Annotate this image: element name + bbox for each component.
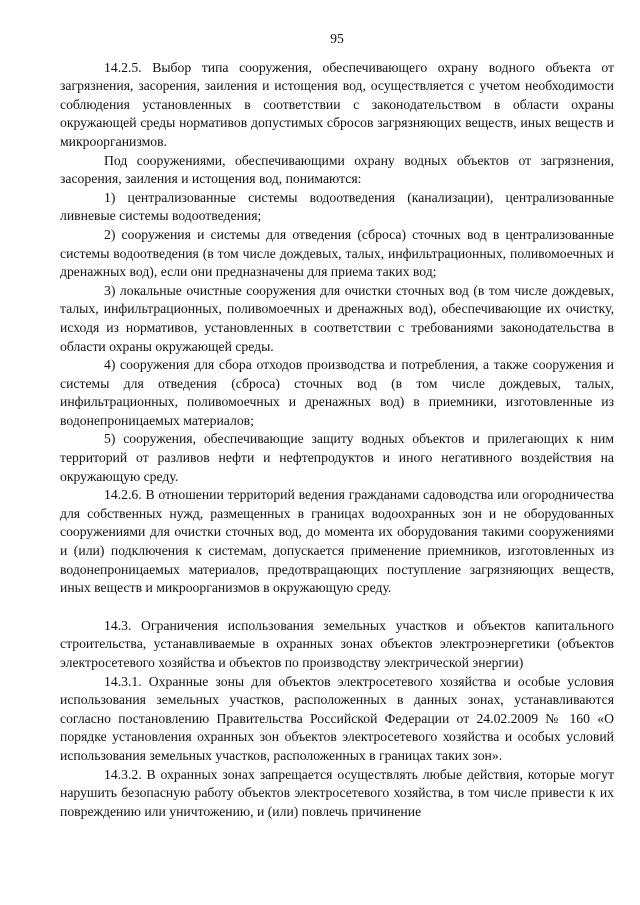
list-item-2: 2) сооружения и системы для отведения (сброса) сточных вод в централизованные системы водоотведения (в том числе дождевых, талых, инфильтрационных, поливомоечных и дренажных вод), если они предназначены для приема таких вод; bbox=[60, 226, 614, 280]
list-item-1: 1) централизованные системы водоотведения (канализации), централизованные ливневые системы водоотведения; bbox=[60, 189, 614, 224]
page-number: 95 bbox=[330, 31, 344, 46]
paragraph-14-3-2: 14.3.2. В охранных зонах запрещается осуществлять любые действия, которые могут нарушить безопасную работу объектов электросетевого хозяйства, в том числе привести к их повреждению или уничтожению, и (или) повлечь причинение bbox=[60, 766, 614, 819]
section-gap bbox=[60, 598, 614, 617]
list-item-5: 5) сооружения, обеспечивающие защиту водных объектов и прилегающих к ним территорий от разливов нефти и нефтепродуктов и иного негативного воздействия на окружающую среду. bbox=[60, 431, 614, 484]
paragraph-14-2-6: 14.2.6. В отношении территорий ведения гражданами садоводства или огородничества для собственных нужд, размещенных в границах водоохранных зон и не оборудованных сооружениями для очистки сточных вод, до момента их оборудования такими сооружениями и (или) подключения к системам, допускается применение приемников, изготовленных из водонепроницаемых материалов, предотвращающих поступление загрязняющих веществ, иных веществ и микроорганизмов в окружающую среду. bbox=[60, 487, 614, 596]
list-item-3: 3) локальные очистные сооружения для очистки сточных вод (в том числе дождевых, талых, инфильтрационных, поливомоечных и дренажных вод), обеспечивающие их очистку, исходя из нормативов, установленных в соответствии с требованиями законодательства в области охраны окружающей среды. bbox=[60, 282, 614, 354]
paragraph-14-2-5: 14.2.5. Выбор типа сооружения, обеспечивающего охрану водного объекта от загрязнения, засорения, заиления и истощения вод, осуществляется с учетом необходимости соблюдения установленных в соответствии с законодательством в области охраны окружающей среды нормативов допустимых сбросов загрязняющих веществ, иных веществ и микроорганизмов. bbox=[60, 59, 614, 149]
paragraph-14-3-1: 14.3.1. Охранные зоны для объектов электросетевого хозяйства и особые условия использования земельных участков, расположенных в данных зонах, устанавливаются согласно постановлению Правительства Российской Федерации от 24.02.2009 № 160 «О порядке установления охранных зон объектов электросетевого хозяйства и особых условий использования земельных участков, расположенных в границах таких зон». bbox=[60, 673, 614, 763]
paragraph-structures-intro: Под сооружениями, обеспечивающими охрану водных объектов от загрязнения, засорения, заиления и истощения вод, понимаются: bbox=[60, 152, 614, 187]
list-item-4: 4) сооружения для сбора отходов производства и потребления, а также сооружения и системы для отведения (сброса) сточных вод (в том числе дождевых, талых, инфильтрационных, поливомоечных и дренажных вод) в приемники, изготовленные из водонепроницаемых материалов; bbox=[60, 357, 614, 428]
section-heading-14-3: 14.3. Ограничения использования земельных участков и объектов капитального строительства, устанавливаемые в охранных зонах объектов электроэнергетики (объектов электросетевого хозяйства и объектов по производству электрической энергии) bbox=[60, 617, 614, 670]
